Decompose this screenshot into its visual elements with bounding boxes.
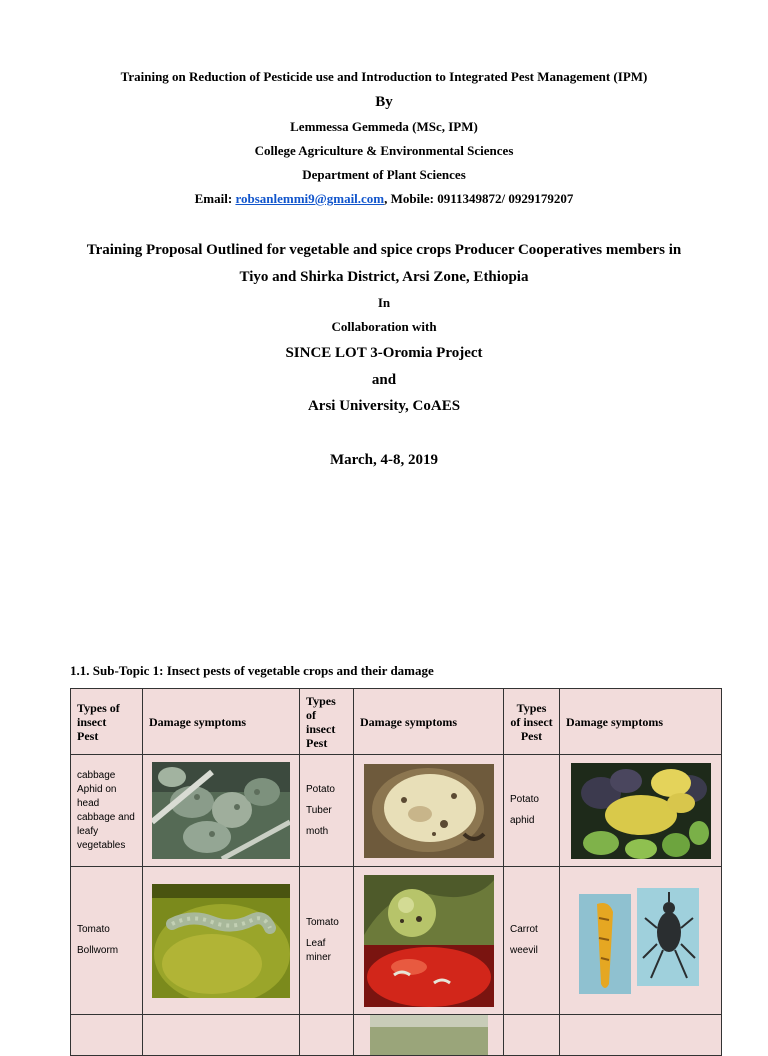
pest-table [70, 688, 722, 1056]
department-name: Department of Plant Sciences [302, 167, 466, 182]
author-name: Lemmessa Gemmeda (MSc, IPM) [290, 119, 478, 134]
training-title: Training on Reduction of Pesticide use and Introduction to Integrated Pest Management (IPM) [120, 69, 648, 84]
email-label: Email: [194, 191, 236, 206]
contact-line [0, 191, 768, 207]
damage-photo-tomato-bollworm [143, 867, 300, 1015]
header-type-1: Types of insect Pest [71, 689, 143, 755]
carrot-weevil-photo [579, 888, 703, 994]
collaboration-label: Collaboration with [331, 319, 437, 334]
college-name: College Agriculture & Environmental Sciences [254, 143, 514, 158]
in-label: In [377, 295, 391, 310]
header-damage-2: Damage symptoms [354, 689, 504, 755]
damage-photo-carrot-weevil [560, 867, 722, 1015]
table-header-row [71, 689, 722, 755]
tomato-leaf-miner-photo [364, 875, 494, 1007]
damage-photo-potato-aphid [560, 755, 722, 867]
header-type-2: Types of insect Pest [300, 689, 354, 755]
partial-photo-cell [354, 1015, 504, 1056]
and-label: and [371, 372, 397, 388]
partial-crop-photo [370, 1015, 488, 1055]
potato-tuber-photo [364, 764, 494, 858]
pest-cabbage-aphid: cabbage Aphid on head cabbage and leafy vegetables [71, 755, 143, 867]
pest-potato-aphid: Potato aphid [504, 755, 560, 867]
pest-carrot-weevil: Carrot weevil [504, 867, 560, 1015]
table-row [71, 867, 722, 1015]
project-name: SINCE LOT 3-Oromia Project [285, 345, 483, 361]
table-row [71, 755, 722, 867]
header-type-3: Types of insect Pest [504, 689, 560, 755]
damage-photo-cabbage-aphid [143, 755, 300, 867]
subtopic-heading: 1.1. Sub-Topic 1: Insect pests of vegetable crops and their damage [70, 663, 434, 678]
cabbage-aphid-photo [152, 762, 290, 859]
header-damage-3: Damage symptoms [560, 689, 722, 755]
damage-photo-potato-tuber-moth [354, 755, 504, 867]
training-date: March, 4-8, 2019 [329, 452, 439, 468]
damage-photo-tomato-leaf-miner [354, 867, 504, 1015]
proposal-line-1: Training Proposal Outlined for vegetable and spice crops Producer Cooperatives members in [86, 242, 682, 258]
header-damage-1: Damage symptoms [143, 689, 300, 755]
tomato-bollworm-photo [152, 884, 290, 998]
proposal-line-2: Tiyo and Shirka District, Arsi Zone, Ethiopia [239, 269, 529, 285]
potato-aphid-photo [571, 763, 711, 859]
mobile-text: , Mobile: 0911349872/ 0929179207 [384, 191, 574, 206]
pest-tomato-leaf-miner: Tomato Leaf miner [300, 867, 354, 1015]
pest-tomato-bollworm: Tomato Bollworm [71, 867, 143, 1015]
pest-potato-tuber-moth: Potato Tuber moth [300, 755, 354, 867]
university-name: Arsi University, CoAES [307, 398, 461, 414]
email-link[interactable]: robsanlemmi9@gmail.com [235, 191, 385, 206]
by-label: By [375, 94, 393, 110]
table-row [71, 1015, 722, 1056]
